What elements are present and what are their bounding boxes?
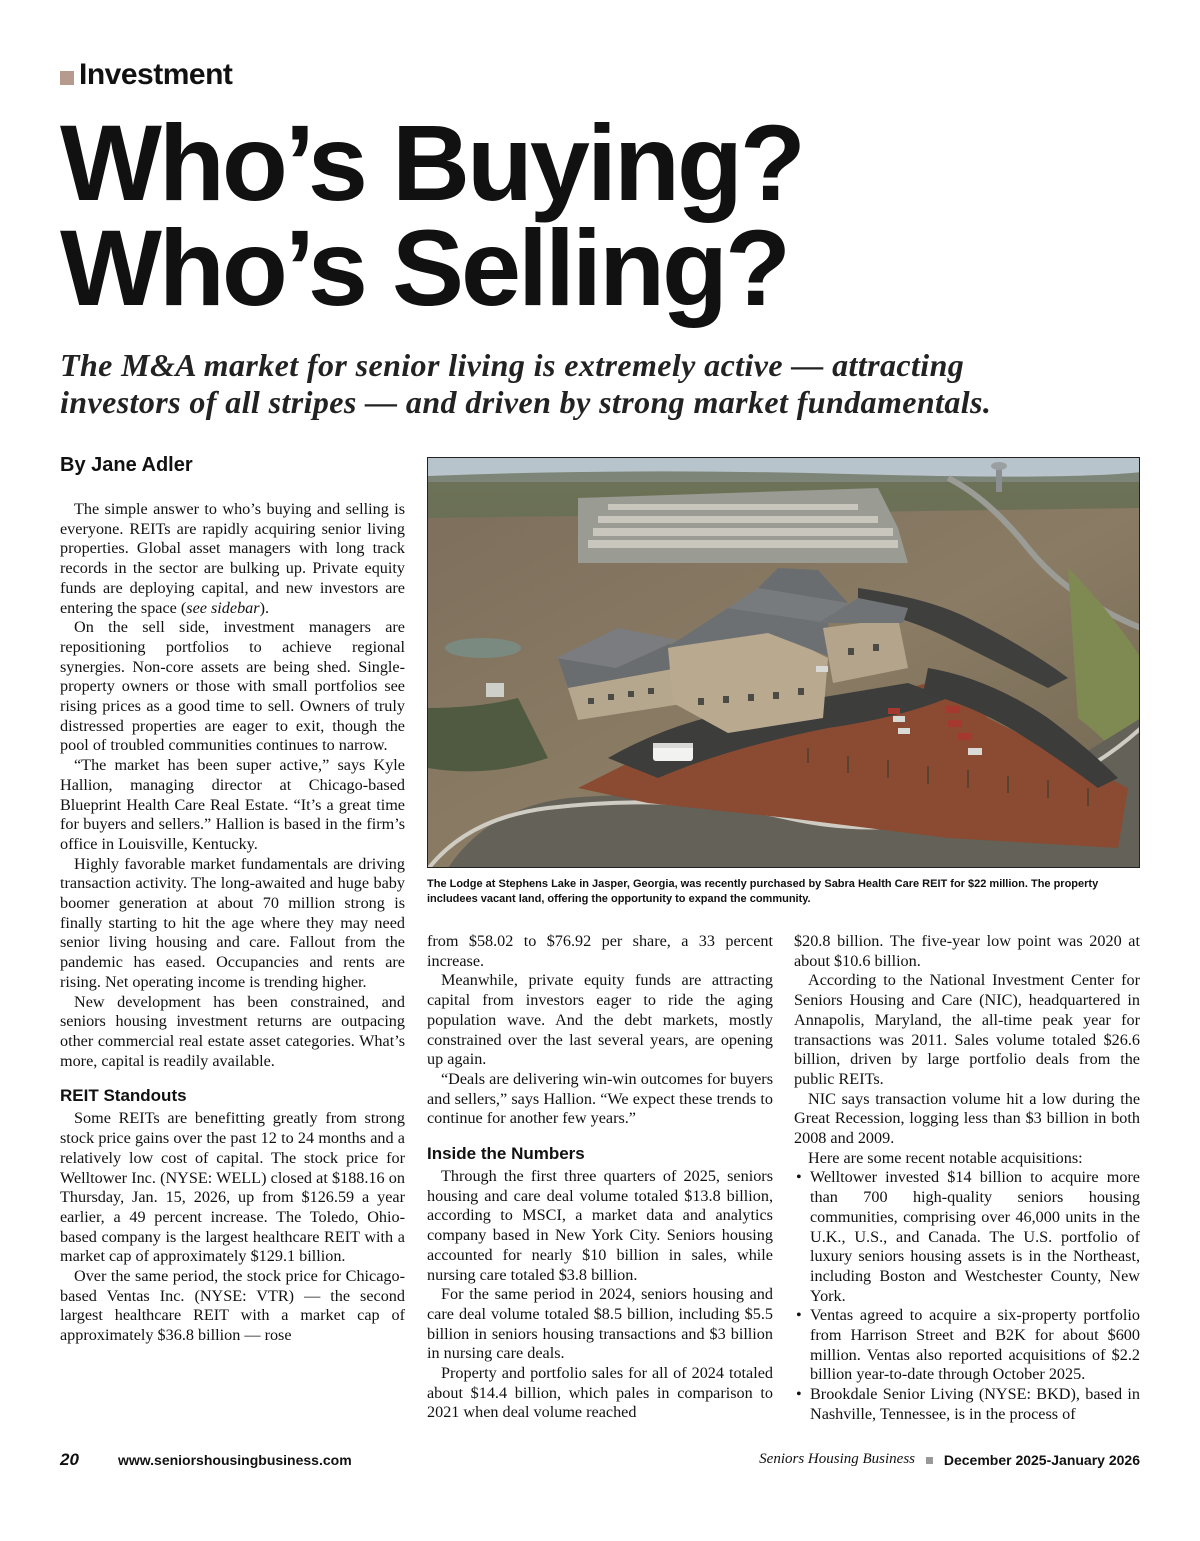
- acquisitions-list: [794, 1168, 1140, 1424]
- headline-line-1: Who’s Buying?: [60, 102, 803, 223]
- paragraph: New development has been constrained, and seniors housing investment returns are outpacing other commercial real estate asset categories. What’s more, capital is readily available.: [60, 992, 405, 1070]
- section-label: Investment: [79, 58, 233, 91]
- caption-line-2: includees vacant land, offering the opportunity to expand the community.: [427, 893, 811, 905]
- byline: By Jane Adler: [60, 454, 193, 476]
- paragraph: Over the same period, the stock price for Chicago-based Ventas Inc. (NYSE: VTR) — the second largest healthcare REIT with a market cap of approximately $36.8 billion — rose: [60, 1267, 405, 1345]
- caption-line-1: The Lodge at Stephens Lake in Jasper, Georgia, was recently purchased by Sabra Health Care REIT for $22 million. The property: [427, 878, 1099, 890]
- paragraph: For the same period in 2024, seniors housing and care deal volume totaled $8.5 billion, including $5.5 billion in seniors housing transactions and $3 billion in nursing care deals.: [427, 1285, 773, 1363]
- deck-line-1: The M&A market for senior living is extremely active — attracting: [60, 347, 965, 383]
- list-item: • Ventas agreed to acquire a six-property portfolio from Harrison Street and B2K for about $600 million. Ventas also reported acquisitions of $2.2 billion year-to-date through October 2025.: [794, 1306, 1140, 1385]
- paragraph: On the sell side, investment managers are repositioning portfolios to achieve regional synergies. Non-core assets are being shed. Single-property owners or those with small portfolios see rising prices as a good time to sell. Owners of truly distressed properties are eager to exit, though the pool of troubled communities continues to narrow.: [60, 618, 405, 755]
- article-column-1: [60, 500, 405, 1346]
- aerial-photo-illustration: [428, 458, 1140, 868]
- footer-separator-square: [926, 1457, 933, 1464]
- paragraph: Highly favorable market fundamentals are driving transaction activity. The long-awaited and huge baby boomer generation at about 70 million strong is finally starting to hit the age where they may need senior living housing and care. Fallout from the pandemic has eased. Occupancies and rents are rising. Net operating income is trending higher.: [60, 854, 405, 991]
- list-item: • Brookdale Senior Living (NYSE: BKD), based in Nashville, Tennessee, is in the process of: [794, 1385, 1140, 1424]
- website-link[interactable]: www.seniorshousingbusiness.com: [118, 1452, 352, 1468]
- paragraph: $20.8 billion. The five-year low point was 2020 at about $10.6 billion.: [794, 932, 1140, 970]
- deck-subtitle: [60, 347, 1170, 421]
- subhead-reit-standouts: REIT Standouts: [60, 1086, 187, 1106]
- deck-line-2: investors of all stripes — and driven by strong market fundamentals.: [60, 384, 992, 420]
- paragraph: Meanwhile, private equity funds are attracting capital from investors eager to ride the aging population wave. And the debt markets, mostly constrained over the last several years, are opening up again.: [427, 971, 773, 1069]
- paragraph: Property and portfolio sales for all of 2024 totaled about $14.4 billion, which pales in comparison to 2021 when deal volume reached: [427, 1364, 773, 1422]
- paragraph: NIC says transaction volume hit a low during the Great Recession, logging less than $3 billion in both 2008 and 2009.: [794, 1089, 1140, 1148]
- section-marker-square: [60, 71, 74, 85]
- paragraph: The simple answer to who’s buying and selling is everyone. REITs are rapidly acquiring senior living properties. Global asset managers with long track records in the sector are bulking up. Private equity funds are deploying capital, and new investors are entering the space (see sidebar).: [60, 500, 405, 617]
- page-footer: [60, 1450, 1140, 1474]
- paragraph: Some REITs are benefitting greatly from strong stock price gains over the past 12 to 24 months and a relatively low cost of capital. The stock price for Welltower Inc. (NYSE: WELL) closed at $188.16 on Thursday, Jan. 15, 2026, up from $126.59 a year earlier, a 49 percent increase. The Toledo, Ohio-based company is the largest healthcare REIT with a market cap of approximately $129.1 billion.: [60, 1109, 405, 1266]
- paragraph: According to the National Investment Center for Seniors Housing and Care (NIC), headquartered in Annapolis, Maryland, the all-time peak year for transactions was 2011. Sales volume totaled $26.6 billion, driven by large portfolio deals from the public REITs.: [794, 971, 1140, 1088]
- sidebar-reference: see sidebar: [186, 598, 260, 617]
- subhead-inside-the-numbers: Inside the Numbers: [427, 1144, 585, 1164]
- list-item: • Welltower invested $14 billion to acquire more than 700 high-quality seniors housing communities, comprising over 46,000 units in the U.K., U.S., and Canada. The U.S. portfolio of luxury seniors housing assets is in the Northeast, including Boston and Westchester County, New York.: [794, 1168, 1140, 1306]
- paragraph: “Deals are delivering win-win outcomes for buyers and sellers,” says Hallion. “We expect these trends to continue for another few years.”: [427, 1069, 773, 1128]
- article-column-3: [794, 932, 1140, 1425]
- headline: [60, 102, 1160, 328]
- paragraph: “The market has been super active,” says Kyle Hallion, managing director at Chicago-based Blueprint Health Care Real Estate. “It’s a great time for buyers and sellers.” Hallion is based in the firm’s office in Louisville, Kentucky.: [60, 756, 405, 853]
- aerial-photo-lodge: [427, 457, 1140, 868]
- issue-date: December 2025-January 2026: [943, 1452, 1140, 1468]
- photo-caption: [427, 877, 1147, 907]
- paragraph: Through the first three quarters of 2025, seniors housing and care deal volume totaled $13.8 billion, according to MSCI, a market data and analytics company based in New York City. Seniors housing accounted for nearly $10 billion in sales, while nursing care totaled $3.8 billion.: [427, 1167, 773, 1284]
- headline-line-2: Who’s Selling?: [60, 207, 788, 328]
- section-tag: [60, 55, 232, 95]
- publication-name: Seniors Housing Business: [759, 1451, 915, 1467]
- page-number: 20: [60, 1450, 79, 1469]
- paragraph: Here are some recent notable acquisitions:: [808, 1148, 1083, 1167]
- article-column-2: [427, 932, 773, 1423]
- paragraph: from $58.02 to $76.92 per share, a 33 percent increase.: [427, 932, 773, 970]
